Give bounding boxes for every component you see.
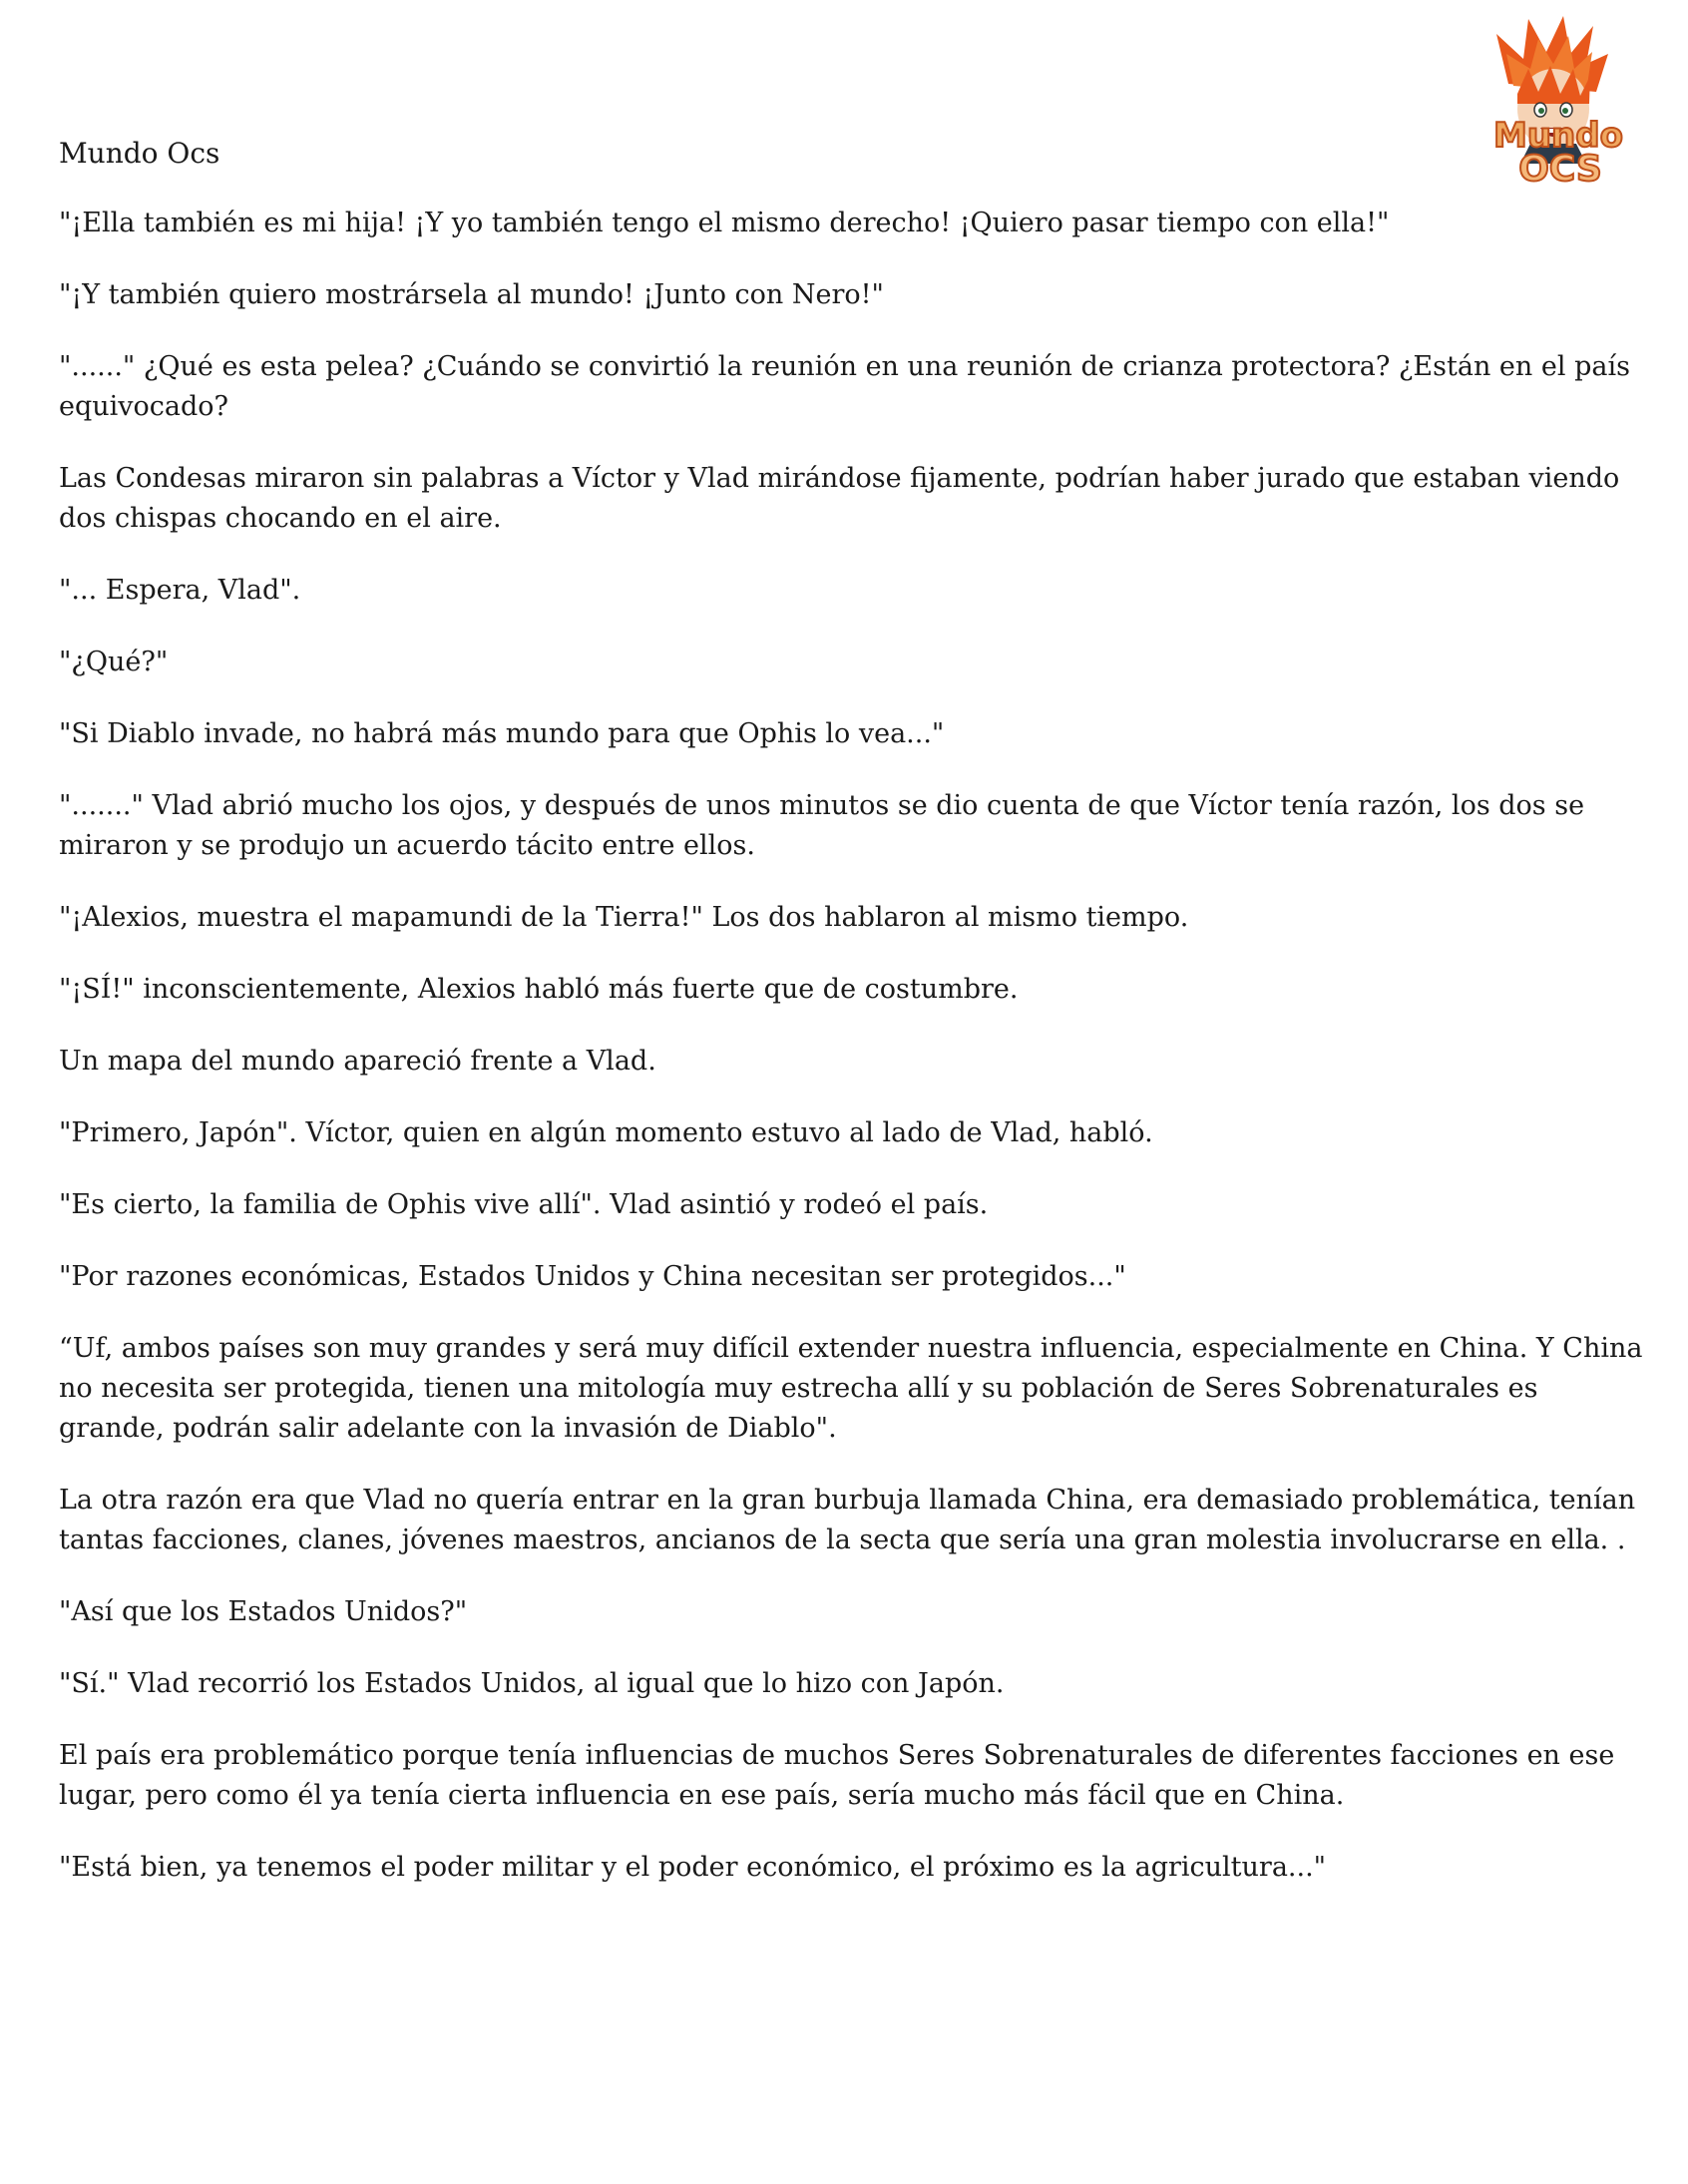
- paragraph: “Uf, ambos países son muy grandes y será muy difícil extender nuestra influencia, especialmente en China. Y China no necesita ser protegida, tienen una mitología muy estrecha allí y su población de Seres Sobrenaturales es grande, podrán salir adelante con la invasión de Diablo".: [59, 1333, 1643, 1444]
- paragraph: "¡SÍ!" inconscientemente, Alexios habló más fuerte que de costumbre.: [59, 974, 1019, 1005]
- paragraph: "......." Vlad abrió mucho los ojos, y después de unos minutos se dio cuenta de que Víctor tenía razón, los dos se miraron y se produjo un acuerdo tácito entre ellos.: [59, 790, 1585, 861]
- paragraph: "¡Ella también es mi hija! ¡Y yo también tengo el mismo derecho! ¡Quiero pasar tiempo con ella!": [59, 208, 1390, 238]
- paragraph: "... Espera, Vlad".: [59, 575, 301, 606]
- logo-text: [1469, 109, 1648, 189]
- paragraph: "¿Qué?": [59, 647, 169, 677]
- paragraph: "Primero, Japón". Víctor, quien en algún momento estuvo al lado de Vlad, habló.: [59, 1117, 1153, 1148]
- paragraph: "......" ¿Qué es esta pelea? ¿Cuándo se convirtió la reunión en una reunión de crianza protectora? ¿Están en el país equivocado?: [59, 351, 1630, 422]
- document-title: Mundo Ocs: [59, 137, 220, 170]
- logo-line1: Mundo: [1493, 116, 1623, 156]
- paragraph: Un mapa del mundo apareció frente a Vlad.: [59, 1046, 656, 1077]
- paragraph: "Es cierto, la familia de Ophis vive allí". Vlad asintió y rodeó el país.: [59, 1189, 989, 1220]
- paragraph: "¡Y también quiero mostrársela al mundo! ¡Junto con Nero!": [59, 279, 884, 310]
- paragraph: "Si Diablo invade, no habrá más mundo para que Ophis lo vea...": [59, 718, 945, 749]
- paragraph: La otra razón era que Vlad no quería entrar en la gran burbuja llamada China, era demasiado problemática, tenían tantas facciones, clanes, jóvenes maestros, ancianos de la secta que sería una gran molestia involucrarse en ella. .: [59, 1485, 1636, 1555]
- document-body: [59, 204, 1645, 1920]
- paragraph: Las Condesas miraron sin palabras a Víctor y Vlad mirándose fijamente, podrían haber jurado que estaban viendo dos chispas chocando en el aire.: [59, 463, 1620, 534]
- mundo-ocs-logo: [1469, 14, 1648, 189]
- paragraph: El país era problemático porque tenía influencias de muchos Seres Sobrenaturales de diferentes facciones en ese lugar, pero como él ya tenía cierta influencia en ese país, sería mucho más fácil que en China.: [59, 1740, 1615, 1811]
- logo-line2: OCS: [1518, 149, 1602, 189]
- paragraph: "Sí." Vlad recorrió los Estados Unidos, al igual que lo hizo con Japón.: [59, 1668, 1005, 1699]
- paragraph: "Así que los Estados Unidos?": [59, 1596, 468, 1627]
- paragraph: "Está bien, ya tenemos el poder militar y el poder económico, el próximo es la agricultura...": [59, 1852, 1327, 1883]
- paragraph: "Por razones económicas, Estados Unidos y China necesitan ser protegidos...": [59, 1261, 1126, 1292]
- paragraph: "¡Alexios, muestra el mapamundi de la Tierra!" Los dos hablaron al mismo tiempo.: [59, 902, 1189, 933]
